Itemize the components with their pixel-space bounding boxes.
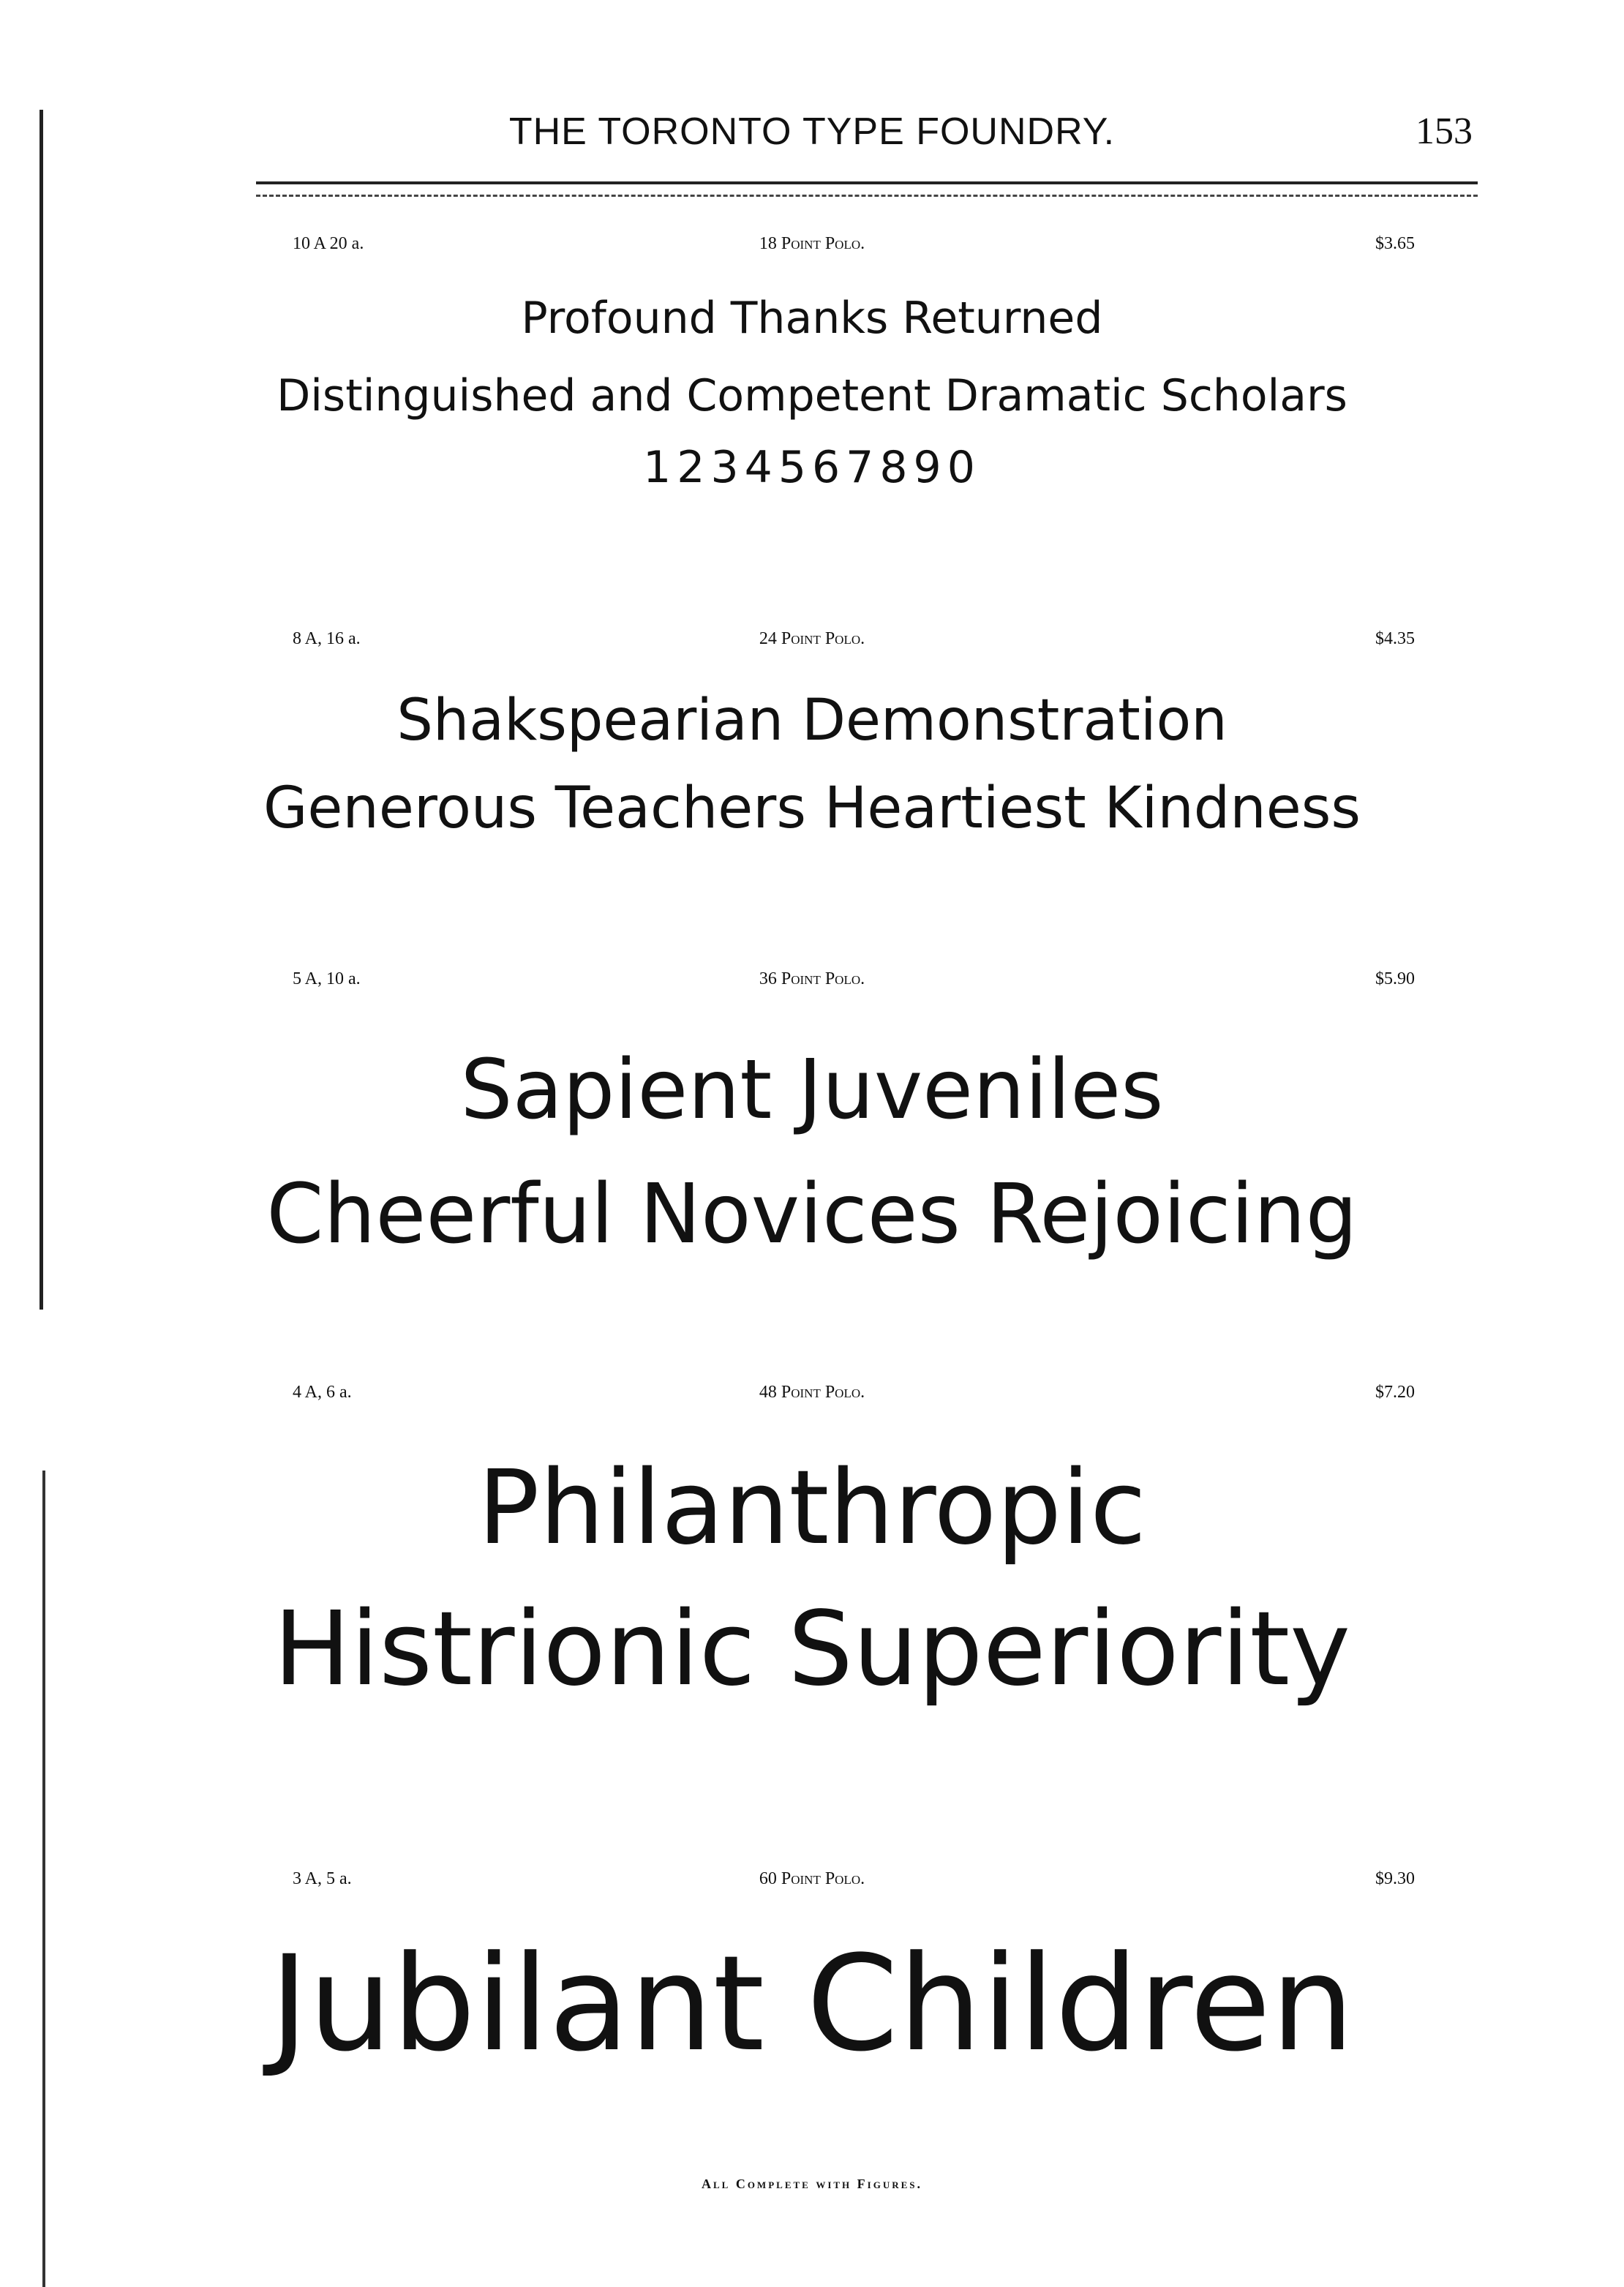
specimen-line: Histrionic Superiority	[273, 1590, 1351, 1709]
specimen-line: Profound Thanks Returned	[521, 293, 1103, 344]
font-price: $5.90	[1375, 969, 1415, 988]
specimen-meta	[0, 234, 1624, 263]
specimen-meta	[0, 629, 1624, 658]
font-size-label: 48 Point Polo.	[759, 1383, 865, 1402]
font-count: 8 A, 16 a.	[293, 629, 361, 648]
font-count: 3 A, 5 a.	[293, 1869, 352, 1888]
specimen-line: Shakspearian Demonstration	[396, 688, 1228, 754]
page-header	[0, 110, 1624, 168]
specimen-36-point	[0, 969, 1624, 1262]
specimen-figures: 1234567890	[643, 442, 981, 493]
footer-note: All Complete with Figures.	[701, 2177, 923, 2191]
page-title: THE TORONTO TYPE FOUNDRY.	[508, 110, 1116, 153]
font-price: $4.35	[1375, 629, 1415, 648]
page-number: 153	[1416, 110, 1473, 152]
specimen-line: Sapient Juveniles	[460, 1043, 1164, 1138]
font-price: $3.65	[1375, 234, 1415, 253]
specimen-48-point	[0, 1383, 1624, 1709]
specimen-meta	[0, 1383, 1624, 1412]
specimen-line: Distinguished and Competent Dramatic Scholars	[277, 370, 1347, 421]
font-count: 4 A, 6 a.	[293, 1383, 352, 1402]
specimen-meta	[0, 1869, 1624, 1899]
font-price: $7.20	[1375, 1383, 1415, 1402]
font-size-label: 18 Point Polo.	[759, 234, 865, 253]
header-rule	[256, 181, 1478, 197]
font-size-label: 36 Point Polo.	[759, 969, 865, 988]
specimen-line: Generous Teachers Heartiest Kindness	[263, 776, 1361, 841]
font-count: 10 A 20 a.	[293, 234, 364, 253]
specimen-meta	[0, 969, 1624, 999]
font-price: $9.30	[1375, 1869, 1415, 1888]
specimen-24-point	[0, 629, 1624, 841]
specimen-line: Jubilant Children	[269, 1928, 1355, 2081]
font-size-label: 60 Point Polo.	[759, 1869, 865, 1888]
specimen-18-point	[0, 234, 1624, 493]
specimen-line: Cheerful Novices Rejoicing	[266, 1167, 1358, 1262]
specimen-line: Philanthropic	[478, 1449, 1146, 1568]
font-count: 5 A, 10 a.	[293, 969, 361, 988]
specimen-60-point	[0, 1869, 1624, 2081]
font-size-label: 24 Point Polo.	[759, 629, 865, 648]
